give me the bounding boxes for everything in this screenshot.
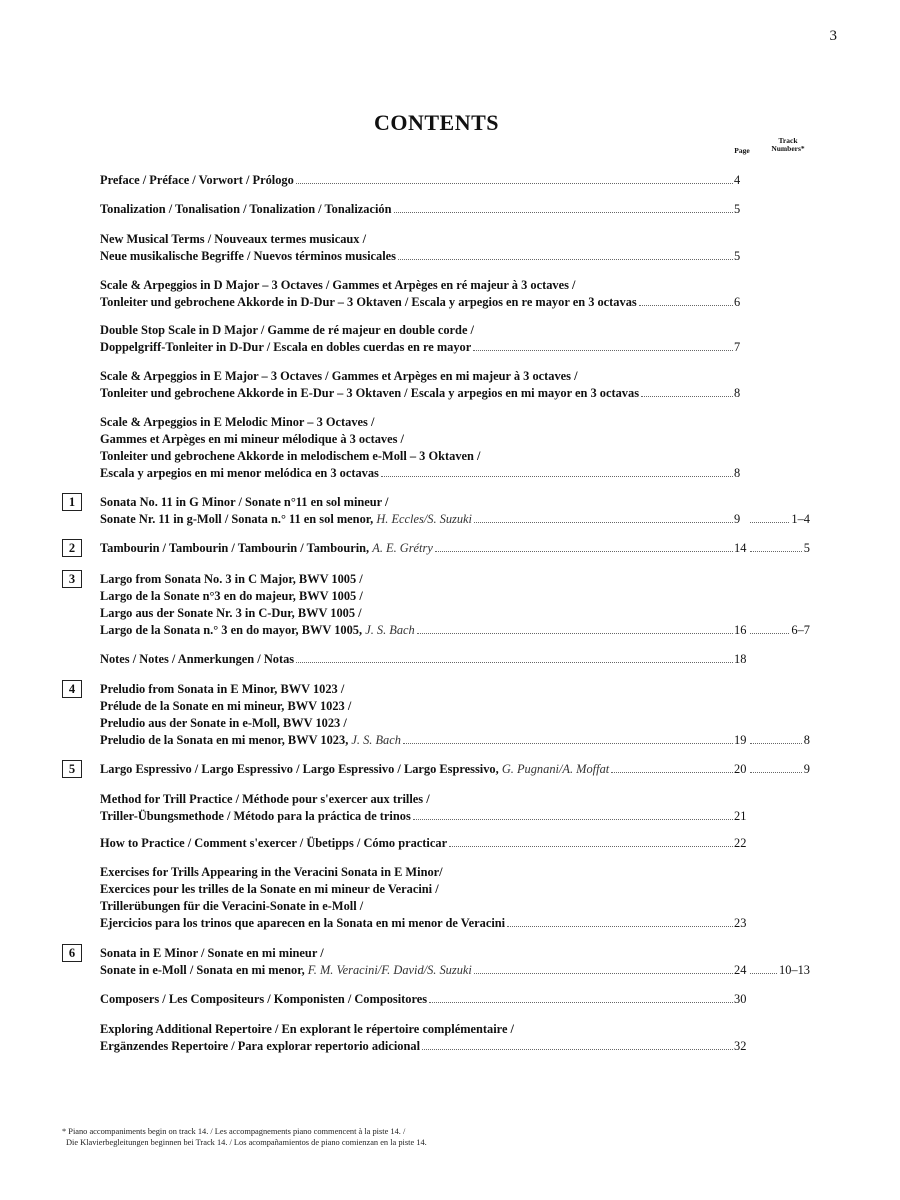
dot-leader [473,350,733,351]
toc-entry[interactable] [100,368,810,402]
toc-entry-line [100,448,810,465]
toc-entry-line [100,835,810,852]
toc-entry[interactable] [100,571,810,639]
dot-leader [750,743,802,744]
toc-entry[interactable] [100,277,810,311]
toc-entry-line [100,715,810,732]
entry-title: Largo Espressivo / Largo Espressivo / Largo Espressivo / Largo Espressivo, [100,762,499,776]
entry-page-number: 20 [734,762,747,776]
entry-page-number: 24 [734,963,747,977]
toc-entry-line [100,571,810,588]
entry-title: Scale & Arpeggios in D Major – 3 Octaves / Gammes et Arpèges en ré majeur à 3 octaves / [100,278,576,292]
piece-number-box: 5 [62,760,82,778]
entry-page-number: 8 [734,466,741,480]
toc-entry[interactable] [100,1021,810,1055]
dot-leader [750,973,777,974]
piece-number-box: 3 [62,570,82,588]
toc-entry-line [100,898,810,915]
piece-number-box: 4 [62,680,82,698]
toc-entry-line [100,172,810,189]
toc-entry[interactable] [100,681,810,749]
toc-entry[interactable] [100,540,810,557]
dot-leader [429,1002,733,1003]
dot-leader [435,551,733,552]
toc-entry-line [100,651,810,668]
toc-entry-line [100,681,810,698]
dot-leader [394,212,733,213]
toc-entry-line [100,201,810,218]
toc-entry-line [100,864,810,881]
dot-leader [507,926,733,927]
toc-entry-line [100,231,810,248]
entry-title: Sonate Nr. 11 in g-Moll / Sonata n.° 11 en sol menor, [100,512,374,526]
entry-composer: J. S. Bach [362,623,415,637]
entry-track-numbers [748,511,810,528]
entry-composer: J. S. Bach [348,733,401,747]
toc-entry-line [100,991,810,1008]
toc-entry-line [100,808,810,825]
dot-leader [641,396,733,397]
dot-leader [750,772,802,773]
entry-title: Preludio de la Sonata en mi menor, BWV 1023, [100,733,349,747]
toc-entry-line [100,698,810,715]
dot-leader [474,973,733,974]
entry-composer: F. M. Veracini/F. David/S. Suzuki [304,963,472,977]
toc-entry-line [100,414,810,431]
entry-title: Composers / Les Compositeurs / Komponisten / Compositores [100,992,428,1006]
footnote-line: * Piano accompaniments begin on track 14. / Les accompagnements piano commencent à la piste 14. / [62,1127,406,1136]
dot-leader [611,772,733,773]
entry-title: Method for Trill Practice / Méthode pour s'exercer aux trilles / [100,792,430,806]
piece-number-box: 2 [62,539,82,557]
entry-title: Tambourin / Tambourin / Tambourin / Tambourin, [100,541,370,555]
toc-entry[interactable] [100,991,810,1008]
entry-composer: G. Pugnani/A. Moffat [498,762,610,776]
toc-entry-line [100,1038,810,1055]
dot-leader [296,662,733,663]
entry-title: Scale & Arpeggios in E Melodic Minor – 3 Octaves / [100,415,375,429]
page-number: 3 [829,28,837,44]
footnote [62,1126,427,1148]
entry-page-number: 18 [734,652,747,666]
toc-entry-line [100,465,810,482]
entry-title: Preludio from Sonata in E Minor, BWV 1023 / [100,682,345,696]
entry-title: New Musical Terms / Nouveaux termes musicaux / [100,232,367,246]
entry-title: Tonleiter und gebrochene Akkorde in melodischem e-Moll – 3 Oktaven / [100,449,481,463]
track-numbers-value: 1–4 [791,512,810,526]
toc-entry-line [100,322,810,339]
entry-title: Ergänzendes Repertoire / Para explorar repertorio adicional [100,1039,421,1053]
toc-entry[interactable] [100,172,810,189]
toc-entry[interactable] [100,231,810,265]
entry-title: Exercices pour les trilles de la Sonate en mi mineur de Veracini / [100,882,439,896]
footnote-line: Die Klavierbegleitungen beginnen bei Track 14. / Los acompañamientos de piano comienzan en la piste 14. [66,1138,427,1147]
track-header-line: Numbers* [771,144,805,153]
toc-entry-line [100,732,810,749]
toc-entry[interactable] [100,201,810,218]
toc-entry-line [100,385,810,402]
entry-track-numbers [748,622,810,639]
toc-entry-line [100,248,810,265]
toc-entry-line [100,494,810,511]
page-column-header: Page [734,146,750,155]
entry-page-number: 21 [734,809,747,823]
entry-page-number: 4 [734,173,741,187]
entry-title: Largo aus der Sonate Nr. 3 in C-Dur, BWV 1005 / [100,606,362,620]
entry-page-number: 22 [734,836,747,850]
toc-entry-line [100,511,810,528]
dot-leader [296,183,733,184]
entry-title: Prélude de la Sonate en mi mineur, BWV 1023 / [100,699,352,713]
entry-composer: H. Eccles/S. Suzuki [373,512,472,526]
dot-leader [403,743,733,744]
piece-number-box: 6 [62,944,82,962]
entry-page-number: 5 [734,249,741,263]
toc-entry-line [100,368,810,385]
entry-title: Tonalization / Tonalisation / Tonalization / Tonalización [100,202,392,216]
dot-leader [639,305,733,306]
toc-entry-line [100,277,810,294]
entry-page-number: 23 [734,916,747,930]
entry-title: How to Practice / Comment s'exercer / Übetipps / Cómo practicar [100,836,448,850]
dot-leader [750,551,802,552]
entry-page-number: 32 [734,1039,747,1053]
entry-page-number: 19 [734,733,747,747]
track-numbers-value: 9 [803,762,810,776]
entry-title: Escala y arpegios en mi menor melódica en 3 octavas [100,466,379,480]
toc-entry-line [100,294,810,311]
entry-title: Sonata No. 11 in G Minor / Sonate n°11 en sol mineur / [100,495,389,509]
entry-title: Ejercicios para los trinos que aparecen en la Sonata en mi menor de Veracini [100,916,506,930]
toc-entry[interactable] [100,864,810,932]
dot-leader [417,633,733,634]
entry-page-number: 30 [734,992,747,1006]
track-numbers-value: 6–7 [791,623,810,637]
entry-title: Tonleiter und gebrochene Akkorde in E-Dur – 3 Oktaven / Escala y arpegios en mi mayor en 3 octavas [100,386,640,400]
entry-title: Largo de la Sonate n°3 en do majeur, BWV 1005 / [100,589,363,603]
toc-entry[interactable] [100,651,810,668]
entry-title: Exercises for Trills Appearing in the Veracini Sonata in E Minor/ [100,865,443,879]
track-header-line: Track [778,136,798,145]
entry-page-number: 14 [734,541,747,555]
entry-title: Triller-Übungsmethode / Método para la práctica de trinos [100,809,411,823]
toc-entry[interactable] [100,414,810,482]
toc-entry[interactable] [100,761,810,778]
entry-page-number: 5 [734,202,741,216]
entry-track-numbers [748,962,810,979]
toc-entry-line [100,1021,810,1038]
dot-leader [381,476,733,477]
entry-title: Doppelgriff-Tonleiter in D-Dur / Escala en dobles cuerdas en re mayor [100,340,472,354]
entry-title: Preface / Préface / Vorwort / Prólogo [100,173,294,187]
entry-page-number: 7 [734,340,741,354]
track-numbers-column-header [762,137,814,153]
entry-title: Notes / Notes / Anmerkungen / Notas [100,652,295,666]
toc-entry[interactable] [100,791,810,825]
track-numbers-value: 10–13 [779,963,810,977]
entry-title: Exploring Additional Repertoire / En explorant le répertoire complémentaire / [100,1022,515,1036]
toc-entry-line [100,962,810,979]
entry-composer: A. E. Grétry [369,541,433,555]
entry-title: Double Stop Scale in D Major / Gamme de ré majeur en double corde / [100,323,474,337]
dot-leader [398,259,733,260]
toc-entry-line [100,622,810,639]
entry-title: Largo de la Sonata n.° 3 en do mayor, BWV 1005, [100,623,363,637]
dot-leader [750,633,789,634]
piece-number-box: 1 [62,493,82,511]
toc-entry-line [100,431,810,448]
toc-entry-line [100,791,810,808]
entry-title: Scale & Arpeggios in E Major – 3 Octaves / Gammes et Arpèges en mi majeur à 3 octaves / [100,369,578,383]
dot-leader [449,846,733,847]
dot-leader [750,522,789,523]
entry-page-number: 9 [734,512,741,526]
entry-title: Neue musikalische Begriffe / Nuevos términos musicales [100,249,396,263]
toc-entry-line [100,540,810,557]
toc-entry[interactable] [100,945,810,979]
toc-entry[interactable] [100,494,810,528]
entry-track-numbers [748,761,810,778]
track-numbers-value: 8 [803,733,810,747]
entry-track-numbers [748,732,810,749]
entry-track-numbers [748,540,810,557]
entry-title: Preludio aus der Sonate in e-Moll, BWV 1023 / [100,716,347,730]
entry-page-number: 16 [734,623,747,637]
toc-entry-line [100,605,810,622]
entry-page-number: 8 [734,386,741,400]
entry-title: Sonata in E Minor / Sonate en mi mineur / [100,946,324,960]
toc-entry-line [100,945,810,962]
toc-entry[interactable] [100,322,810,356]
entry-title: Tonleiter und gebrochene Akkorde in D-Dur – 3 Oktaven / Escala y arpegios en re mayor en 3 octavas [100,295,637,309]
entry-title: Trillerübungen für die Veracini-Sonate in e-Moll / [100,899,364,913]
page-title: CONTENTS [373,110,500,135]
dot-leader [422,1049,733,1050]
toc-entry-line [100,915,810,932]
track-numbers-value: 5 [803,541,810,555]
dot-leader [413,819,733,820]
toc-entry-line [100,881,810,898]
toc-entry-line [100,339,810,356]
entry-title: Sonate in e-Moll / Sonata en mi menor, [100,963,305,977]
entry-title: Gammes et Arpèges en mi mineur mélodique à 3 octaves / [100,432,404,446]
entry-title: Largo from Sonata No. 3 in C Major, BWV 1005 / [100,572,363,586]
toc-entry-line [100,761,810,778]
dot-leader [474,522,733,523]
toc-entry[interactable] [100,835,810,852]
entry-page-number: 6 [734,295,741,309]
toc-entry-line [100,588,810,605]
